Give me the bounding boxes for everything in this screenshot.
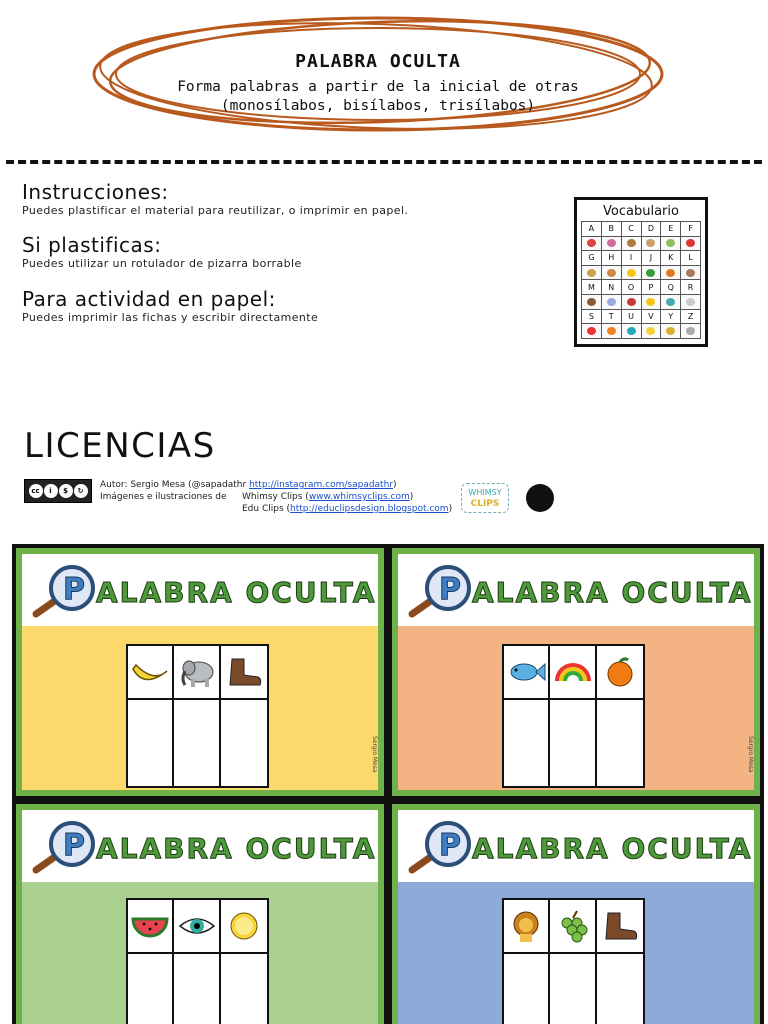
vocab-picture-icon <box>602 295 622 310</box>
card-header <box>22 554 378 626</box>
svg-text:P: P <box>63 572 85 607</box>
word-grid <box>126 644 269 788</box>
vocabulary-title: Vocabulario <box>603 204 679 219</box>
instructions-heading: Instrucciones: <box>22 180 169 204</box>
vocab-letter: Z <box>681 310 701 325</box>
page-subtitle <box>88 78 668 116</box>
vocab-picture-icon <box>661 237 681 252</box>
vocab-picture-icon <box>602 266 622 281</box>
cards-sheet <box>12 544 764 1024</box>
author-tag: Sergio Mesa <box>747 736 754 773</box>
vocab-letter: U <box>622 310 642 325</box>
orange-icon <box>597 646 643 698</box>
header-banner <box>88 10 668 138</box>
vocab-letter: B <box>602 222 622 237</box>
card-title: ALABRA OCULTA <box>96 576 377 609</box>
vocabulary-grid <box>581 221 701 339</box>
vocab-picture-icon <box>661 295 681 310</box>
nc-icon: $ <box>59 484 73 498</box>
author-tag: Sergio Mesa <box>371 736 378 773</box>
edu-credit: Edu Clips (http://educlipsdesign.blogspot.com) <box>242 504 453 514</box>
vocab-letter: N <box>602 280 622 295</box>
card-body <box>22 626 378 790</box>
paper-heading: Para actividad en papel: <box>22 287 276 311</box>
card-body <box>398 626 754 790</box>
vocab-picture-icon <box>622 237 642 252</box>
laminate-heading: Si plastificas: <box>22 233 162 257</box>
card-header <box>398 554 754 626</box>
whimsy-logo-line-1: WHIMSY <box>468 488 502 497</box>
vocab-picture-icon <box>681 324 701 339</box>
rainbow-icon <box>550 646 596 698</box>
cc-license-badge <box>24 479 92 503</box>
card-4 <box>392 804 760 1024</box>
lemon-icon <box>221 900 267 952</box>
magnifier-icon <box>28 562 98 620</box>
paper-text: Puedes imprimir las fichas y escribir directamente <box>22 311 319 324</box>
eye-icon <box>174 900 220 952</box>
svg-text:P: P <box>439 572 461 607</box>
banana-icon <box>128 646 174 698</box>
card-2 <box>392 548 760 796</box>
watermelon-icon <box>128 900 174 952</box>
edu-clips-logo <box>526 484 554 512</box>
vocab-letter: O <box>622 280 642 295</box>
vocab-letter: P <box>642 280 662 295</box>
vocab-letter: R <box>681 280 701 295</box>
vocab-letter: C <box>622 222 642 237</box>
vocab-picture-icon <box>681 266 701 281</box>
vocab-letter: F <box>681 222 701 237</box>
vocab-picture-icon <box>582 324 602 339</box>
sa-icon: ↻ <box>74 484 88 498</box>
autor-label: Autor: Sergio Mesa (@sapadathr <box>100 480 247 490</box>
fish-icon <box>504 646 550 698</box>
whimsy-clips-logo <box>461 483 509 513</box>
magnifier-icon <box>404 818 474 876</box>
vocab-letter: E <box>661 222 681 237</box>
vocab-picture-icon <box>582 266 602 281</box>
by-icon: i <box>44 484 58 498</box>
instructions-block <box>22 180 408 217</box>
imagenes-label: Imágenes e ilustraciones de <box>100 492 227 502</box>
vocab-picture-icon <box>642 295 662 310</box>
paper-block <box>22 287 318 324</box>
autor-link[interactable]: http://instagram.com/sapadathr <box>249 480 393 490</box>
instructions-text: Puedes plastificar el material para reutilizar, o imprimir en papel. <box>22 204 409 217</box>
vocab-letter: D <box>642 222 662 237</box>
whimsy-link[interactable]: www.whimsyclips.com <box>308 492 410 502</box>
vocab-letter: T <box>602 310 622 325</box>
vocab-picture-icon <box>582 237 602 252</box>
word-grid <box>126 898 269 1024</box>
cc-icon: cc <box>29 484 43 498</box>
word-grid <box>502 898 645 1024</box>
magnifier-icon <box>28 818 98 876</box>
card-3 <box>16 804 384 1024</box>
vocab-picture-icon <box>622 266 642 281</box>
vocab-letter: S <box>582 310 602 325</box>
vocab-letter: Y <box>661 310 681 325</box>
card-header <box>22 810 378 882</box>
vocab-letter: G <box>582 251 602 266</box>
vocab-picture-icon <box>661 324 681 339</box>
boot-icon <box>597 900 643 952</box>
licencias-heading: LICENCIAS <box>24 426 216 466</box>
vocab-letter: M <box>582 280 602 295</box>
svg-text:P: P <box>63 828 85 863</box>
vocab-letter: I <box>622 251 642 266</box>
vocab-letter: H <box>602 251 622 266</box>
word-grid <box>502 644 645 788</box>
laminate-block <box>22 233 302 270</box>
edu-link[interactable]: http://educlipsdesign.blogspot.com <box>290 504 449 514</box>
whimsy-label: Whimsy Clips ( <box>242 492 309 502</box>
card-title: ALABRA OCULTA <box>472 576 753 609</box>
whimsy-credit: Whimsy Clips (www.whimsyclips.com) <box>242 492 414 502</box>
vocab-letter: J <box>642 251 662 266</box>
vocab-letter: A <box>582 222 602 237</box>
card-body <box>22 882 378 1024</box>
subtitle-line-2: (monosílabos, bisílabos, trisílabos) <box>220 98 536 114</box>
vocab-picture-icon <box>622 295 642 310</box>
subtitle-line-1: Forma palabras a partir de la inicial de otras <box>177 79 579 95</box>
elephant-icon <box>174 646 220 698</box>
vocab-letter: L <box>681 251 701 266</box>
vocab-picture-icon <box>602 237 622 252</box>
magnifier-icon <box>404 562 474 620</box>
card-body <box>398 882 754 1024</box>
laminate-text: Puedes utilizar un rotulador de pizarra borrable <box>22 257 302 270</box>
vocab-picture-icon <box>642 324 662 339</box>
vocab-picture-icon <box>582 295 602 310</box>
vocab-letter: V <box>642 310 662 325</box>
card-title: ALABRA OCULTA <box>96 832 377 865</box>
page-title: PALABRA OCULTA <box>295 51 461 72</box>
vocab-picture-icon <box>642 266 662 281</box>
card-1 <box>16 548 384 796</box>
dashed-divider <box>6 160 762 164</box>
edu-label: Edu Clips ( <box>242 504 291 514</box>
oval-frame <box>88 10 668 138</box>
vocab-picture-icon <box>602 324 622 339</box>
vocab-picture-icon <box>661 266 681 281</box>
whimsy-logo-line-2: CLIPS <box>470 499 500 509</box>
lion-icon <box>504 900 550 952</box>
vocab-letter: Q <box>661 280 681 295</box>
svg-text:P: P <box>439 828 461 863</box>
vocab-picture-icon <box>681 237 701 252</box>
vocab-picture-icon <box>622 324 642 339</box>
card-title: ALABRA OCULTA <box>472 832 753 865</box>
autor-line: Autor: Sergio Mesa (@sapadathr http://instagram.com/sapadathr) <box>100 480 397 490</box>
vocabulary-thumbnail <box>574 197 708 347</box>
vocab-letter: K <box>661 251 681 266</box>
vocab-picture-icon <box>642 237 662 252</box>
grapes-icon <box>550 900 596 952</box>
boot-icon <box>221 646 267 698</box>
vocab-picture-icon <box>681 295 701 310</box>
card-header <box>398 810 754 882</box>
